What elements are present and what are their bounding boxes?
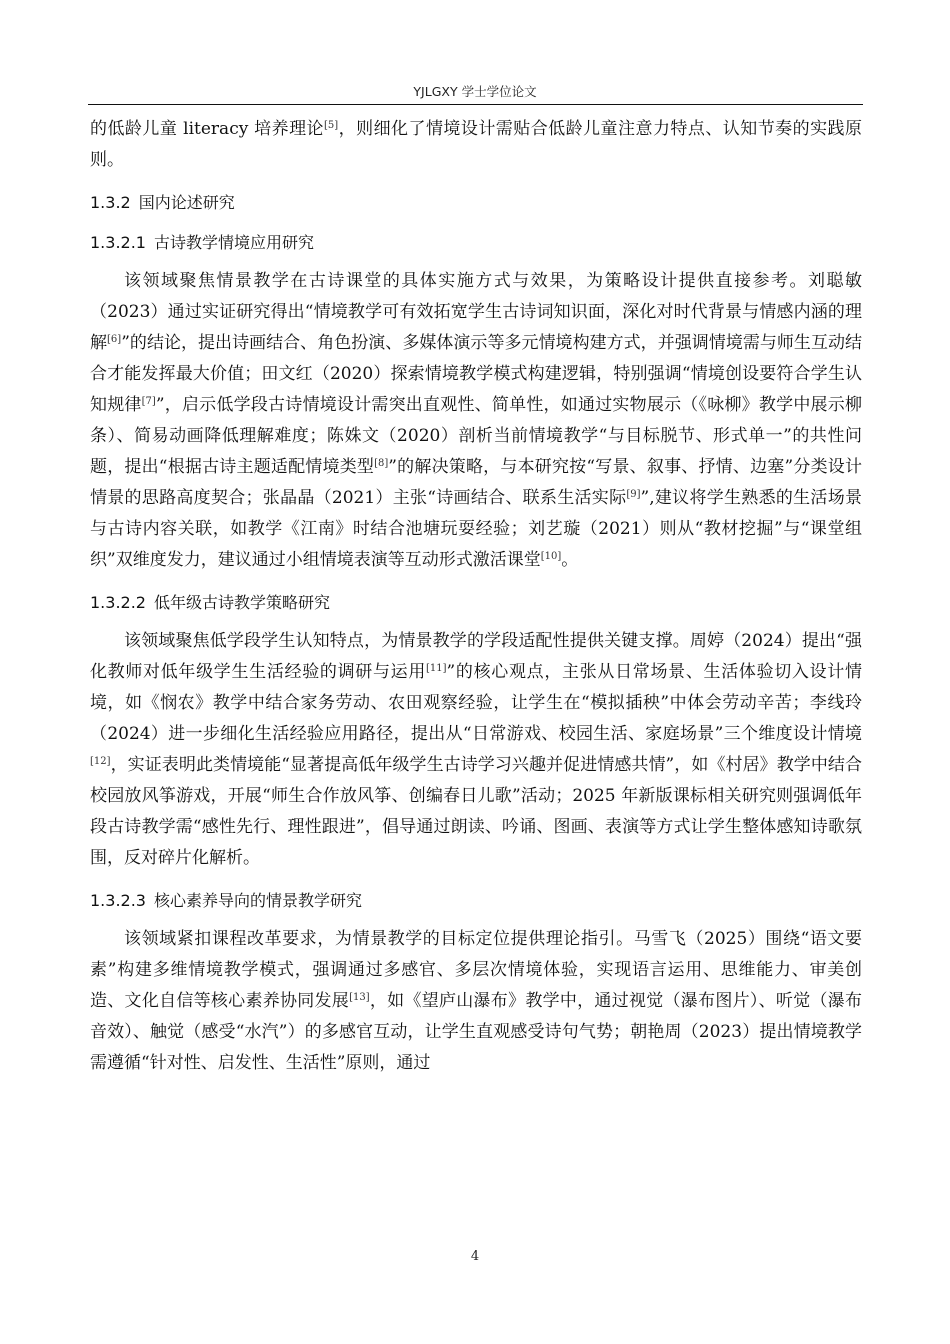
section-title: 国内论述研究 [138, 193, 235, 212]
paragraph-text: 该领域聚焦低学段学生认知特点，为情景教学的学段适配性提供关键支撑。周婷（2024）提出“强化教师对低年级学生生活经验的调研与运用 [90, 631, 862, 682]
citation-marker: [9] [626, 489, 641, 500]
header-rule [88, 104, 863, 105]
section-title: 核心素养导向的情景教学研究 [153, 891, 362, 910]
section-number: 1.3.2.3 [90, 891, 146, 910]
section-number: 1.3.2 [90, 193, 131, 212]
citation-marker: [11] [426, 663, 447, 674]
citation-marker: [8] [374, 458, 389, 469]
citation-marker: [7] [141, 396, 156, 407]
citation-marker: [6] [107, 334, 122, 345]
citation-marker: [5] [324, 120, 339, 131]
paragraph-text: 该领域聚焦情景教学在古诗课堂的具体实施方式与效果，为策略设计提供直接参考。刘聪敏（2023）通过实证研究得出“情境教学可有效拓宽学生古诗词知识面，深化对时代背景与情感内涵的理解 [90, 271, 862, 353]
body-paragraph [90, 266, 862, 576]
body-paragraph [90, 626, 862, 874]
page-number: 4 [470, 1249, 480, 1264]
section-heading [90, 230, 862, 256]
section-heading [90, 888, 862, 914]
section-number: 1.3.2.2 [90, 593, 146, 612]
paragraph-text: 的低龄儿童 literacy 培养理论 [90, 119, 325, 139]
paragraph-text: 该领域紧扣课程改革要求，为情景教学的目标定位提供理论指引。马雪飞（2025）围绕“语文要素”构建多维情境教学模式，强调通过多感官、多层次情境体验，实现语言运用、思维能力、审美创造、文化自信等核心素养协同发展 [90, 929, 862, 1011]
body-paragraph [90, 114, 862, 176]
paragraph-text: ，如《望庐山瀑布》教学中，通过视觉（瀑布图片）、听觉（瀑布音效）、触觉（感受“水汽”）的多感官互动，让学生直观感受诗句气势；朝艳周（2023）提出情境教学需遵循“针对性、启发性、生活性”原则，通过 [90, 991, 863, 1073]
running-header: YJLGXY 学士学位论文 [413, 84, 537, 99]
section-heading [90, 190, 862, 216]
citation-marker: [13] [349, 992, 370, 1003]
body-paragraph [90, 924, 862, 1079]
paragraph-text: ”,建议将学生熟悉的生活场景与古诗内容关联，如教学《江南》时结合池塘玩耍经验；刘艺璇（2021）则从“教材挖掘”与“课堂组织”双维度发力，建议通过小组情境表演等互动形式激活课堂 [90, 488, 862, 570]
paragraph-text: ”的结论，提出诗画结合、角色扮演、多媒体演示等多元情境构建方式，并强调情境需与师生互动结合才能发挥最大价值；田文红（2020）探索情境教学模式构建逻辑，特别强调“情境创设要符合学生认知规律 [90, 333, 862, 415]
section-number: 1.3.2.1 [90, 233, 146, 252]
paragraph-text: 。 [561, 550, 579, 570]
section-heading [90, 590, 862, 616]
paragraph-text: ，则细化了情境设计需贴合低龄儿童注意力特点、认知节奏的实践原则。 [90, 119, 863, 170]
paragraph-text: ”，启示低学段古诗情境设计需突出直观性、简单性，如通过实物展示（《咏柳》教学中展示柳条）、简易动画降低理解难度；陈姝文（2020）剖析当前情境教学“与目标脱节、形式单一”的共性问题，提出“根据古诗主题适配情境类型 [90, 395, 862, 477]
paragraph-text: ，实证表明此类情境能“显著提高低年级学生古诗学习兴趣并促进情感共情”，如《村居》教学中结合校园放风筝游戏，开展“师生合作放风筝、创编春日儿歌”活动；2025 年新版课标相关研究则强调低年段古诗教学需“感性先行、理性跟进”，倡导通过朗读、吟诵、图画、表演等方式让学生整体感知诗歌氛围，反对碎片化解析。 [90, 755, 862, 868]
citation-marker: [10] [540, 551, 562, 562]
paragraph-text: ”的解决策略，与本研究按“写景、叙事、抒情、边塞”分类设计情景的思路高度契合；张晶晶（2021）主张“诗画结合、联系生活实际 [90, 457, 862, 508]
section-title: 低年级古诗教学策略研究 [153, 593, 330, 612]
section-title: 古诗教学情境应用研究 [153, 233, 314, 252]
paragraph-text: ”的核心观点，主张从日常场景、生活体验切入设计情境，如《悯农》教学中结合家务劳动、农田观察经验，让学生在“模拟插秧”中体会劳动辛苦；李线玲（2024）进一步细化生活经验应用路径，提出从“日常游戏、校园生活、家庭场景”三个维度设计情境 [90, 662, 862, 744]
page-body [90, 114, 862, 1079]
citation-marker: [12] [90, 756, 111, 767]
